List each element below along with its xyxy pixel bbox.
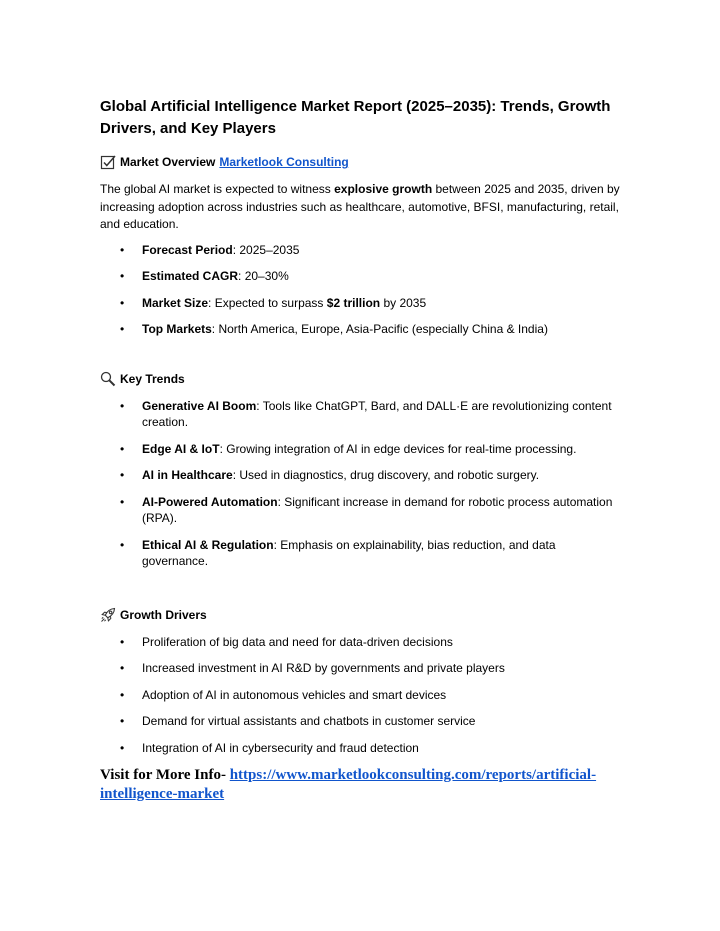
bullet-text: Adoption of AI in autonomous vehicles and smart devices xyxy=(142,687,447,702)
bullet-label: AI-Powered Automation xyxy=(142,494,278,509)
bullet-text: : Significant increase in demand for robotic process automation (RPA). xyxy=(142,494,613,525)
bullet-dot: • xyxy=(120,494,125,509)
list-item xyxy=(100,295,620,312)
bullet-text: : Expected to surpass xyxy=(208,295,327,310)
intro-text-start: The global AI market is expected to witness xyxy=(100,182,335,196)
bullet-bold-value: $2 trillion xyxy=(326,295,381,310)
bullet-text: Integration of AI in cybersecurity and fraud detection xyxy=(142,740,419,755)
key-trends-heading xyxy=(100,370,620,388)
bullet-text: : Emphasis on explainability, bias reduction, and data governance. xyxy=(142,537,556,568)
bullet-text: : Used in diagnostics, drug discovery, and robotic surgery. xyxy=(232,468,540,482)
trends-list xyxy=(100,398,620,570)
intro-bold-text: explosive growth xyxy=(334,182,433,196)
list-item xyxy=(100,242,620,259)
bullet-dot: • xyxy=(120,537,125,552)
report-url-link[interactable]: https://www.marketlookconsulting.com/reports/artificial-intelligence-market xyxy=(100,767,597,802)
bullet-label: Top Markets xyxy=(142,322,212,336)
list-item xyxy=(100,537,620,570)
page-title: Global Artificial Intelligence Market Report (2025–2035): Trends, Growth Drivers, and Key Players xyxy=(100,98,611,137)
list-item xyxy=(100,494,620,527)
bullet-dot: • xyxy=(120,687,125,702)
bullet-label: Forecast Period xyxy=(142,242,233,257)
list-item xyxy=(100,467,620,484)
key-trends-label: Key Trends xyxy=(120,371,185,386)
list-item xyxy=(100,660,620,677)
bullet-text: Proliferation of big data and need for data-driven decisions xyxy=(142,634,453,649)
bullet-text: : Tools like ChatGPT, Bard, and DALL·E are revolutionizing content creation. xyxy=(142,398,612,429)
document-page xyxy=(100,96,620,804)
bullet-dot: • xyxy=(120,398,125,413)
bullet-label: Market Size xyxy=(142,295,209,310)
bullet-dot: • xyxy=(120,441,125,456)
bullet-text: : North America, Europe, Asia-Pacific (especially China & India) xyxy=(211,322,548,336)
visit-label: Visit for More Info- xyxy=(100,767,230,783)
growth-drivers-heading xyxy=(100,606,620,624)
bullet-dot: • xyxy=(120,634,125,649)
list-item xyxy=(100,268,620,285)
intro-text-end: between 2025 and 2035, driven by increasing adoption across industries such as healthcare, automotive, BFSI, manufacturing, retail, and education. xyxy=(100,182,620,231)
list-item xyxy=(100,634,620,651)
bullet-text: : 2025–2035 xyxy=(232,242,300,257)
overview-list xyxy=(100,242,620,338)
bullet-label: Estimated CAGR xyxy=(142,269,239,283)
bullet-dot: • xyxy=(120,740,125,755)
bullet-label: AI in Healthcare xyxy=(142,468,233,482)
bullet-dot: • xyxy=(120,661,125,675)
list-item xyxy=(100,687,620,704)
bullet-text: Increased investment in AI R&D by governments and private players xyxy=(142,661,505,675)
bullet-dot: • xyxy=(120,468,125,482)
bullet-dot: • xyxy=(120,322,125,336)
bullet-dot: • xyxy=(120,242,125,257)
list-item xyxy=(100,441,620,458)
bullet-text: : 20–30% xyxy=(238,269,289,283)
magnifier-icon xyxy=(100,371,116,387)
bullet-dot: • xyxy=(120,714,125,728)
rocket-icon xyxy=(100,607,116,623)
market-overview-label: Market Overview xyxy=(120,155,216,169)
bullet-text: by 2035 xyxy=(380,295,427,310)
growth-drivers-label: Growth Drivers xyxy=(120,607,207,622)
bullet-dot: • xyxy=(120,295,125,310)
list-item xyxy=(100,713,620,730)
overview-intro xyxy=(100,181,620,234)
marketlook-consulting-link[interactable]: Marketlook Consulting xyxy=(219,155,349,169)
bullet-label: Generative AI Boom xyxy=(142,398,257,413)
bullet-label: Edge AI & IoT xyxy=(142,441,220,456)
list-item xyxy=(100,740,620,757)
bullet-text: Demand for virtual assistants and chatbots in customer service xyxy=(142,714,476,728)
market-overview-heading xyxy=(100,153,620,171)
bullet-dot: • xyxy=(120,269,125,283)
visit-more-info xyxy=(100,766,620,804)
list-item xyxy=(100,398,620,431)
bullet-label: Ethical AI & Regulation xyxy=(142,537,274,552)
drivers-list xyxy=(100,634,620,757)
checkbox-check-icon xyxy=(100,154,116,170)
bullet-text: : Growing integration of AI in edge devices for real-time processing. xyxy=(219,441,577,456)
list-item xyxy=(100,321,620,338)
